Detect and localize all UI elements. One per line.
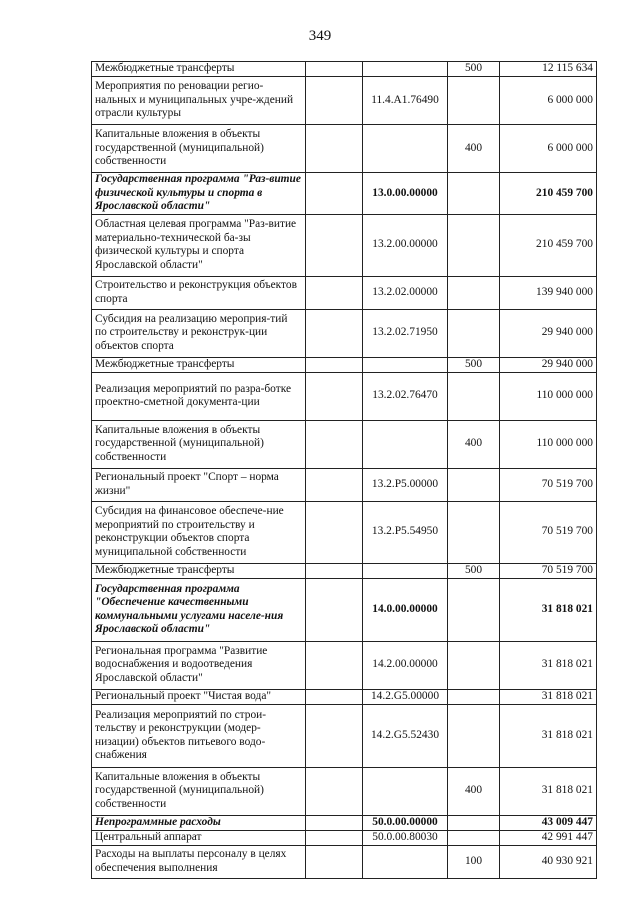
amount-cell: 139 940 000	[500, 276, 597, 309]
amount-cell: 31 818 021	[500, 704, 597, 767]
empty-cell	[306, 420, 363, 468]
budget-table	[91, 61, 597, 879]
expense-type-cell	[448, 214, 500, 276]
empty-cell	[306, 767, 363, 815]
table-row	[92, 372, 597, 420]
empty-cell	[306, 845, 363, 878]
name-cell: Межбюджетные трансферты	[92, 563, 306, 578]
expense-type-cell	[448, 468, 500, 501]
empty-cell	[306, 689, 363, 704]
expense-type-cell: 400	[448, 767, 500, 815]
expense-type-cell	[448, 641, 500, 689]
code-cell: 13.2.02.71950	[363, 309, 448, 357]
empty-cell	[306, 704, 363, 767]
name-cell: Межбюджетные трансферты	[92, 357, 306, 372]
expense-type-cell	[448, 830, 500, 845]
expense-type-cell	[448, 689, 500, 704]
name-cell: Межбюджетные трансферты	[92, 62, 306, 77]
table-row	[92, 845, 597, 878]
table-row	[92, 767, 597, 815]
amount-cell: 42 991 447	[500, 830, 597, 845]
empty-cell	[306, 77, 363, 125]
name-cell: Региональный проект "Спорт – норма жизни"	[92, 468, 306, 501]
expense-type-cell: 500	[448, 62, 500, 77]
expense-type-cell: 500	[448, 357, 500, 372]
empty-cell	[306, 501, 363, 563]
expense-type-cell	[448, 309, 500, 357]
empty-cell	[306, 309, 363, 357]
expense-type-cell: 400	[448, 125, 500, 173]
name-cell: Региональная программа "Развитие водоснабжения и водоотведения Ярославской области"	[92, 641, 306, 689]
table-row	[92, 309, 597, 357]
code-cell: 14.2.G5.00000	[363, 689, 448, 704]
amount-cell: 40 930 921	[500, 845, 597, 878]
code-cell: 13.2.02.00000	[363, 276, 448, 309]
table-row	[92, 62, 597, 77]
amount-cell: 210 459 700	[500, 173, 597, 215]
name-cell: Строительство и реконструкция объектов спорта	[92, 276, 306, 309]
amount-cell: 210 459 700	[500, 214, 597, 276]
name-cell: Капитальные вложения в объекты государственной (муниципальной) собственности	[92, 420, 306, 468]
name-cell: Областная целевая программа "Раз-витие материально-технической ба-зы физической культуры и спорта Ярославской области"	[92, 214, 306, 276]
table-row	[92, 830, 597, 845]
table-row	[92, 276, 597, 309]
name-cell: Центральный аппарат	[92, 830, 306, 845]
amount-cell: 31 818 021	[500, 689, 597, 704]
name-cell: Региональный проект "Чистая вода"	[92, 689, 306, 704]
amount-cell: 70 519 700	[500, 468, 597, 501]
empty-cell	[306, 815, 363, 830]
code-cell: 11.4.A1.76490	[363, 77, 448, 125]
table-row	[92, 420, 597, 468]
amount-cell: 110 000 000	[500, 420, 597, 468]
table-row	[92, 214, 597, 276]
code-cell	[363, 357, 448, 372]
table-row	[92, 578, 597, 641]
code-cell	[363, 62, 448, 77]
expense-type-cell	[448, 276, 500, 309]
empty-cell	[306, 125, 363, 173]
expense-type-cell	[448, 501, 500, 563]
name-cell: Субсидия на финансовое обеспече-ние мероприятий по строительству и реконструкции объектов спорта муниципальной собственности	[92, 501, 306, 563]
code-cell	[363, 125, 448, 173]
name-cell: Государственная программа "Обеспечение качественными коммунальными услугами населе-ния Ярославской области"	[92, 578, 306, 641]
expense-type-cell	[448, 77, 500, 125]
expense-type-cell: 500	[448, 563, 500, 578]
empty-cell	[306, 372, 363, 420]
expense-type-cell	[448, 704, 500, 767]
amount-cell: 31 818 021	[500, 578, 597, 641]
amount-cell: 29 940 000	[500, 309, 597, 357]
table-row	[92, 173, 597, 215]
code-cell: 14.2.00.00000	[363, 641, 448, 689]
empty-cell	[306, 641, 363, 689]
empty-cell	[306, 830, 363, 845]
code-cell: 13.0.00.00000	[363, 173, 448, 215]
empty-cell	[306, 173, 363, 215]
amount-cell: 110 000 000	[500, 372, 597, 420]
amount-cell: 31 818 021	[500, 641, 597, 689]
name-cell: Непрограммные расходы	[92, 815, 306, 830]
table-row	[92, 563, 597, 578]
name-cell: Расходы на выплаты персоналу в целях обеспечения выполнения	[92, 845, 306, 878]
table-row	[92, 704, 597, 767]
amount-cell: 6 000 000	[500, 77, 597, 125]
name-cell: Реализация мероприятий по строи-тельству и реконструкции (модер-низации) объектов питьевого водо-снабжения	[92, 704, 306, 767]
expense-type-cell	[448, 173, 500, 215]
code-cell: 14.0.00.00000	[363, 578, 448, 641]
amount-cell: 29 940 000	[500, 357, 597, 372]
empty-cell	[306, 578, 363, 641]
empty-cell	[306, 62, 363, 77]
code-cell	[363, 563, 448, 578]
table-row	[92, 815, 597, 830]
code-cell: 13.2.P5.54950	[363, 501, 448, 563]
empty-cell	[306, 468, 363, 501]
empty-cell	[306, 214, 363, 276]
expense-type-cell	[448, 372, 500, 420]
empty-cell	[306, 563, 363, 578]
code-cell: 50.0.00.80030	[363, 830, 448, 845]
table-row	[92, 689, 597, 704]
name-cell: Субсидия на реализацию мероприя-тий по строительству и реконструк-ции объектов спорта	[92, 309, 306, 357]
code-cell	[363, 420, 448, 468]
code-cell: 13.2.00.00000	[363, 214, 448, 276]
name-cell: Капитальные вложения в объекты государственной (муниципальной) собственности	[92, 125, 306, 173]
amount-cell: 43 009 447	[500, 815, 597, 830]
name-cell: Государственная программа "Раз-витие физической культуры и спорта в Ярославской области"	[92, 173, 306, 215]
table-row	[92, 357, 597, 372]
code-cell: 13.2.P5.00000	[363, 468, 448, 501]
expense-type-cell	[448, 815, 500, 830]
table-row	[92, 77, 597, 125]
code-cell: 14.2.G5.52430	[363, 704, 448, 767]
page-number: 349	[308, 28, 332, 44]
expense-type-cell: 100	[448, 845, 500, 878]
table-row	[92, 501, 597, 563]
table-row	[92, 125, 597, 173]
expense-type-cell	[448, 578, 500, 641]
code-cell: 13.2.02.76470	[363, 372, 448, 420]
budget-table-body	[92, 62, 597, 879]
name-cell: Реализация мероприятий по разра-ботке проектно-сметной документа-ции	[92, 372, 306, 420]
amount-cell: 6 000 000	[500, 125, 597, 173]
table-row	[92, 468, 597, 501]
empty-cell	[306, 276, 363, 309]
name-cell: Капитальные вложения в объекты государственной (муниципальной) собственности	[92, 767, 306, 815]
empty-cell	[306, 357, 363, 372]
amount-cell: 70 519 700	[500, 563, 597, 578]
amount-cell: 70 519 700	[500, 501, 597, 563]
amount-cell: 31 818 021	[500, 767, 597, 815]
amount-cell: 12 115 634	[500, 62, 597, 77]
code-cell: 50.0.00.00000	[363, 815, 448, 830]
name-cell: Мероприятия по реновации регио-нальных и муниципальных учре-ждений отрасли культуры	[92, 77, 306, 125]
code-cell	[363, 845, 448, 878]
expense-type-cell: 400	[448, 420, 500, 468]
table-row	[92, 641, 597, 689]
code-cell	[363, 767, 448, 815]
